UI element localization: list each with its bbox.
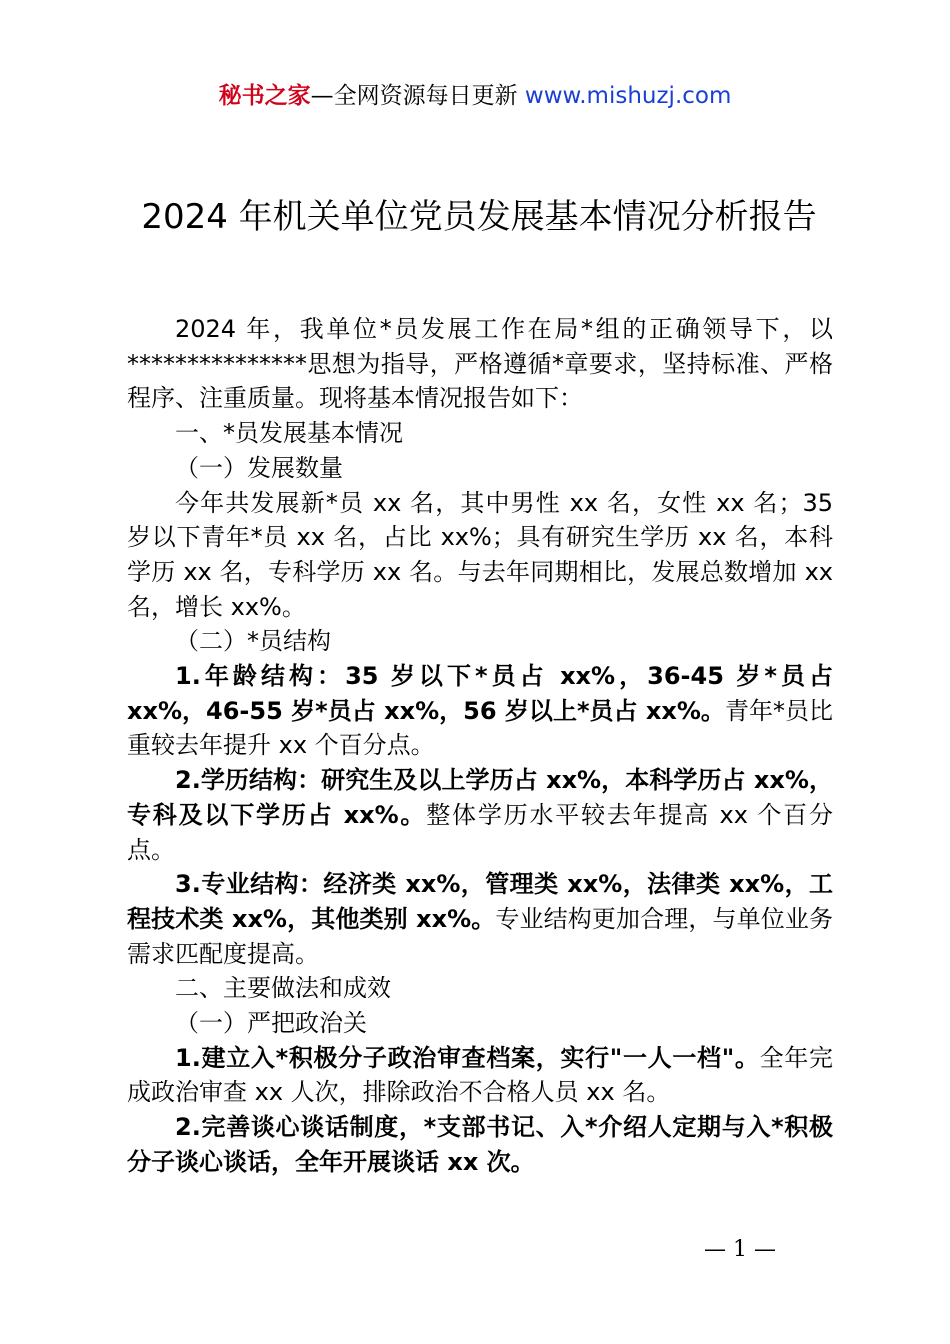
document-title: 2024 年机关单位党员发展基本情况分析报告 [141,197,817,237]
age-structure-text: 青年*员比重较去年提升 xx 个百分点。 [127,696,834,760]
major-structure-paragraph [127,867,833,971]
subsection-heading-quantity: （一）发展数量 [175,453,343,482]
document-body [127,312,833,1180]
major-structure-lead: 3.专业结构：经济类 xx%，管理类 xx%，法律类 xx%，工程技术类 xx%，其他类别 xx%。 [127,870,833,933]
subsection-heading-structure: （二）*员结构 [175,627,331,656]
talk-lead: 2.完善谈心谈话制度，*支部书记、入*介绍人定期与入*积极分子谈心谈话，全年开展谈话 xx 次。 [127,1113,833,1176]
talk-paragraph [127,1110,833,1179]
subsection-heading-political: （一）严把政治关 [175,1009,367,1038]
major-structure-text: 专业结构更加合理，与单位业务需求匹配度提高。 [127,904,833,968]
site-header [0,80,950,112]
intro-paragraph: 2024 年，我单位*员发展工作在局*组的正确领导下，以***************思想为指导，严格遵循*章要求，坚持标准、严格程序、注重质量。现将基本情况报告如下： [127,315,833,413]
education-structure-lead: 2.学历结构：研究生及以上学历占 xx%，本科学历占 xx%，专科及以下学历占 xx%。 [127,766,833,829]
age-structure-paragraph [127,659,833,763]
archive-lead: 1.建立入*积极分子政治审查档案，实行"一人一档"。 [175,1043,760,1072]
education-structure-paragraph [127,763,833,867]
site-brand: 秘书之家 [218,83,311,109]
quantity-paragraph: 今年共发展新*员 xx 名，其中男性 xx 名，女性 xx 名；35 岁以下青年*员 xx 名，占比 xx%；具有研究生学历 xx 名，本科学历 xx 名，专科学历 xx 名。与去年同期相比，发展总数增加 xx 名，增长 xx%。 [127,488,833,621]
archive-text: 全年完成政治审查 xx 人次，排除政治不合格人员 xx 名。 [127,1043,834,1107]
section-heading-1: 一、*员发展基本情况 [175,419,403,448]
education-structure-text: 整体学历水平较去年提高 xx 个百分点。 [127,800,833,864]
page-number: — 1 — [704,1237,776,1262]
site-url-link[interactable]: www.mishuzj.com [524,83,732,109]
age-structure-lead: 1.年龄结构：35 岁以下*员占 xx%，36-45 岁*员占 xx%，46-55 岁*员占 xx%，56 岁以上*员占 xx%。 [127,662,833,725]
archive-paragraph [127,1041,833,1110]
section-heading-2: 二、主要做法和成效 [175,974,391,1003]
site-tagline: —全网资源每日更新 [310,83,525,109]
